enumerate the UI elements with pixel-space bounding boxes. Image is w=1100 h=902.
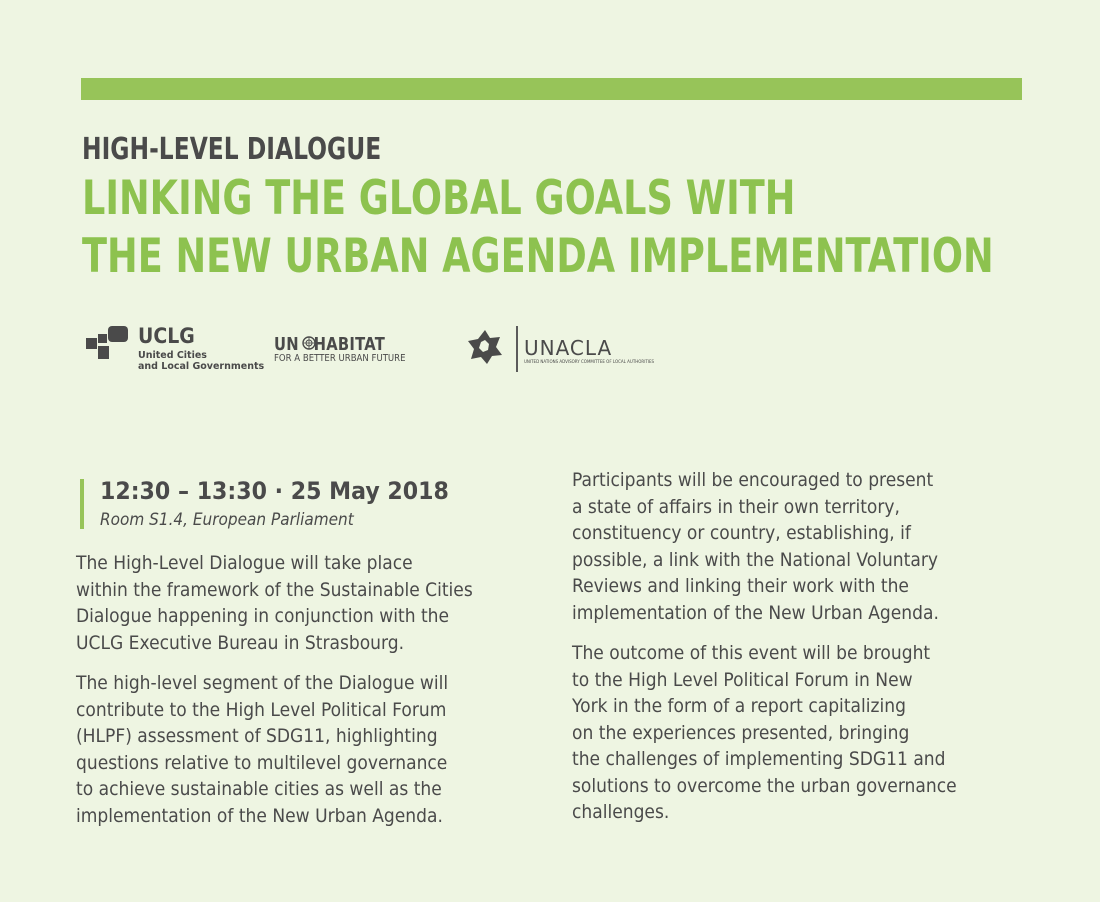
uclg-mark-icon xyxy=(86,326,130,362)
text-line: Dialogue happening in conjunction with the xyxy=(76,605,450,627)
text-line: possible, a link with the National Voluntary xyxy=(572,548,938,571)
left-paragraph-1 xyxy=(76,550,517,656)
page-kicker: HIGH-LEVEL DIALOGUE xyxy=(82,132,382,167)
left-paragraph-2 xyxy=(76,670,517,829)
uclg-name: UCLG xyxy=(138,324,195,348)
event-accent-rule xyxy=(80,479,84,529)
unhabitat-name-right: HABITAT xyxy=(313,334,386,355)
unhabitat-logo xyxy=(274,334,424,364)
text-line: UCLG Executive Bureau in Strasbourg. xyxy=(76,631,405,654)
unacla-star-icon xyxy=(466,328,504,366)
title-line-2: THE NEW URBAN AGENDA IMPLEMENTATION xyxy=(82,229,994,284)
uclg-logo xyxy=(86,324,265,374)
uclg-subtitle-line-1: United Cities xyxy=(138,350,207,361)
text-line: within the framework of the Sustainable Cities xyxy=(76,578,473,601)
text-line: contribute to the High Level Political Forum xyxy=(76,698,447,721)
page-title xyxy=(82,170,994,286)
text-line: to the High Level Political Forum in New xyxy=(572,668,913,691)
top-accent-bar xyxy=(81,78,1022,100)
text-line: on the experiences presented, bringing xyxy=(572,721,910,744)
text-line: constituency or country, establishing, if xyxy=(572,522,911,544)
text-line: a state of affairs in their own territory, xyxy=(572,495,900,518)
unacla-subtitle: UNITED NATIONS ADVISORY COMMITTEE OF LOCAL AUTHORITIES xyxy=(524,359,655,364)
event-room: Room S1.4, European Parliament xyxy=(100,510,354,530)
uclg-subtitle-line-2: and Local Governments xyxy=(138,361,265,372)
left-column xyxy=(76,550,517,843)
text-line: to achieve sustainable cities as well as the xyxy=(76,778,442,800)
unhabitat-name xyxy=(274,334,385,355)
unacla-logo xyxy=(466,326,655,374)
text-line: solutions to overcome the urban governance xyxy=(572,774,957,797)
unhabitat-name-left: UN xyxy=(274,334,299,355)
right-paragraph-2 xyxy=(572,640,999,826)
text-line: The high-level segment of the Dialogue will xyxy=(76,672,449,694)
right-paragraph-1 xyxy=(572,467,999,626)
text-line: Participants will be encouraged to present xyxy=(572,469,934,491)
text-line: challenges. xyxy=(572,801,670,823)
text-line: implementation of the New Urban Agenda. xyxy=(572,601,939,624)
text-line: implementation of the New Urban Agenda. xyxy=(76,804,443,827)
text-line: The High-Level Dialogue will take place xyxy=(76,552,413,574)
text-line: (HLPF) assessment of SDG11, highlighting xyxy=(76,725,438,747)
un-globe-icon xyxy=(302,336,316,350)
text-line: Reviews and linking their work with the xyxy=(572,575,909,597)
text-line: questions relative to multilevel governance xyxy=(76,751,448,774)
unacla-name: UNACLA xyxy=(524,336,613,360)
title-line-1: LINKING THE GLOBAL GOALS WITH xyxy=(82,171,796,226)
text-line: York in the form of a report capitalizing xyxy=(572,695,906,717)
unhabitat-tagline: FOR A BETTER URBAN FUTURE xyxy=(274,353,406,364)
event-time: 12:30 – 13:30 · 25 May 2018 xyxy=(100,477,449,505)
text-line: the challenges of implementing SDG11 and xyxy=(572,748,946,770)
text-line: The outcome of this event will be brought xyxy=(572,642,931,664)
right-column xyxy=(572,467,999,840)
uclg-subtitle xyxy=(138,350,264,372)
unacla-divider xyxy=(516,326,518,372)
